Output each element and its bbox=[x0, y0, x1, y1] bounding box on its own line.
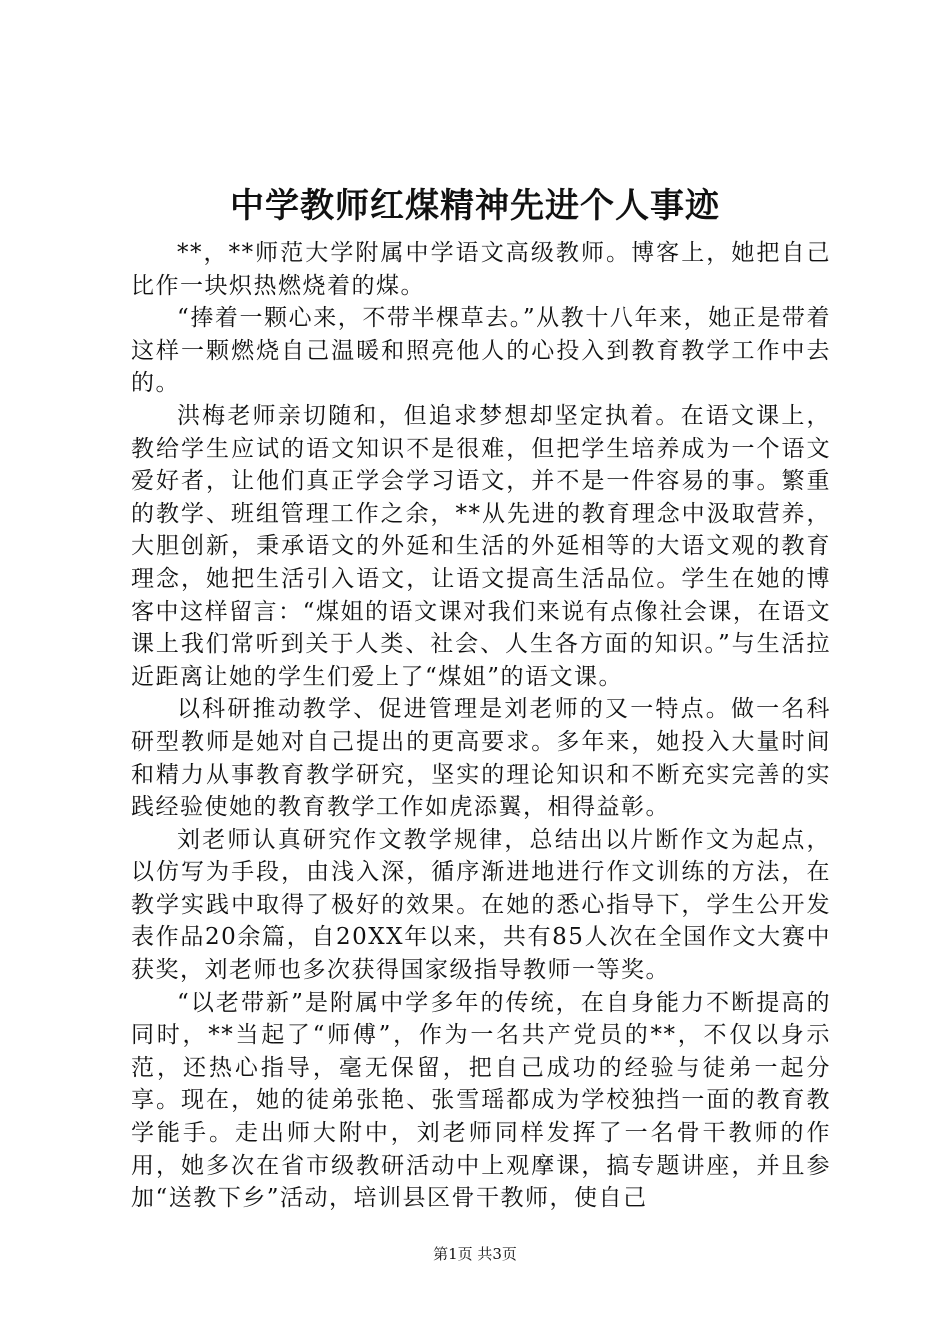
page-number-footer: 第1页 共3页 bbox=[433, 1245, 517, 1263]
paragraph-intro: **，**师范大学附属中学语文高级教师。博客上，她把自己比作一块炽热燃烧着的煤。 bbox=[131, 240, 831, 299]
paragraph-mentoring: “以老带新”是附属中学多年的传统，在自身能力不断提高的同时，**当起了“师傅”，作为一名共产党员的**，不仅以身示范，还热心指导，毫无保留，把自己成功的经验与徒弟一起分享。现在，她的徒弟张艳、张雪瑶都成为学校独挡一面的教育教学能手。走出师大附中，刘老师同样发挥了一名骨干教师的作用，她多次在省市级教研活动中上观摩课，搞专题讲座，并且参加“送教下乡”活动，培训县区骨干教师，使自己 bbox=[131, 989, 831, 1212]
document-title: 中学教师红煤精神先进个人事迹 bbox=[230, 186, 720, 226]
document-body bbox=[131, 237, 831, 1215]
paragraph-quote: “捧着一颗心来，不带半棵草去。”从教十八年来，她正是带着这样一颗燃烧自己温暖和照亮他人的心投入到教育教学工作中去的。 bbox=[131, 305, 831, 397]
paragraph-teaching: 洪梅老师亲切随和，但追求梦想却坚定执着。在语文课上，教给学生应试的语文知识不是很难，但把学生培养成为一个语文爱好者，让他们真正学会学习语文，并不是一件容易的事。繁重的教学、班组管理工作之余，**从先进的教育理念中汲取营养，大胆创新，秉承语文的外延和生活的外延相等的大语文观的教育理念，她把生活引入语文，让语文提高生活品位。学生在她的博客中这样留言：“煤姐的语文课对我们来说有点像社会课，在语文课上我们常听到关于人类、社会、人生各方面的知识。”与生活拉近距离让她的学生们爱上了“煤姐”的语文课。 bbox=[131, 402, 831, 690]
paragraph-research: 以科研推动教学、促进管理是刘老师的又一特点。做一名科研型教师是她对自己提出的更高要求。多年来，她投入大量时间和精力从事教育教学研究，坚实的理论知识和不断充实完善的实践经验使她的教育教学工作如虎添翼，相得益彰。 bbox=[131, 696, 831, 821]
paragraph-composition: 刘老师认真研究作文教学规律，总结出以片断作文为起点，以仿写为手段，由浅入深，循序渐进地进行作文训练的方法，在教学实践中取得了极好的效果。在她的悉心指导下，学生公开发表作品20余篇，自20XX年以来，共有85人次在全国作文大赛中获奖，刘老师也多次获得国家级指导教师一等奖。 bbox=[131, 826, 831, 984]
